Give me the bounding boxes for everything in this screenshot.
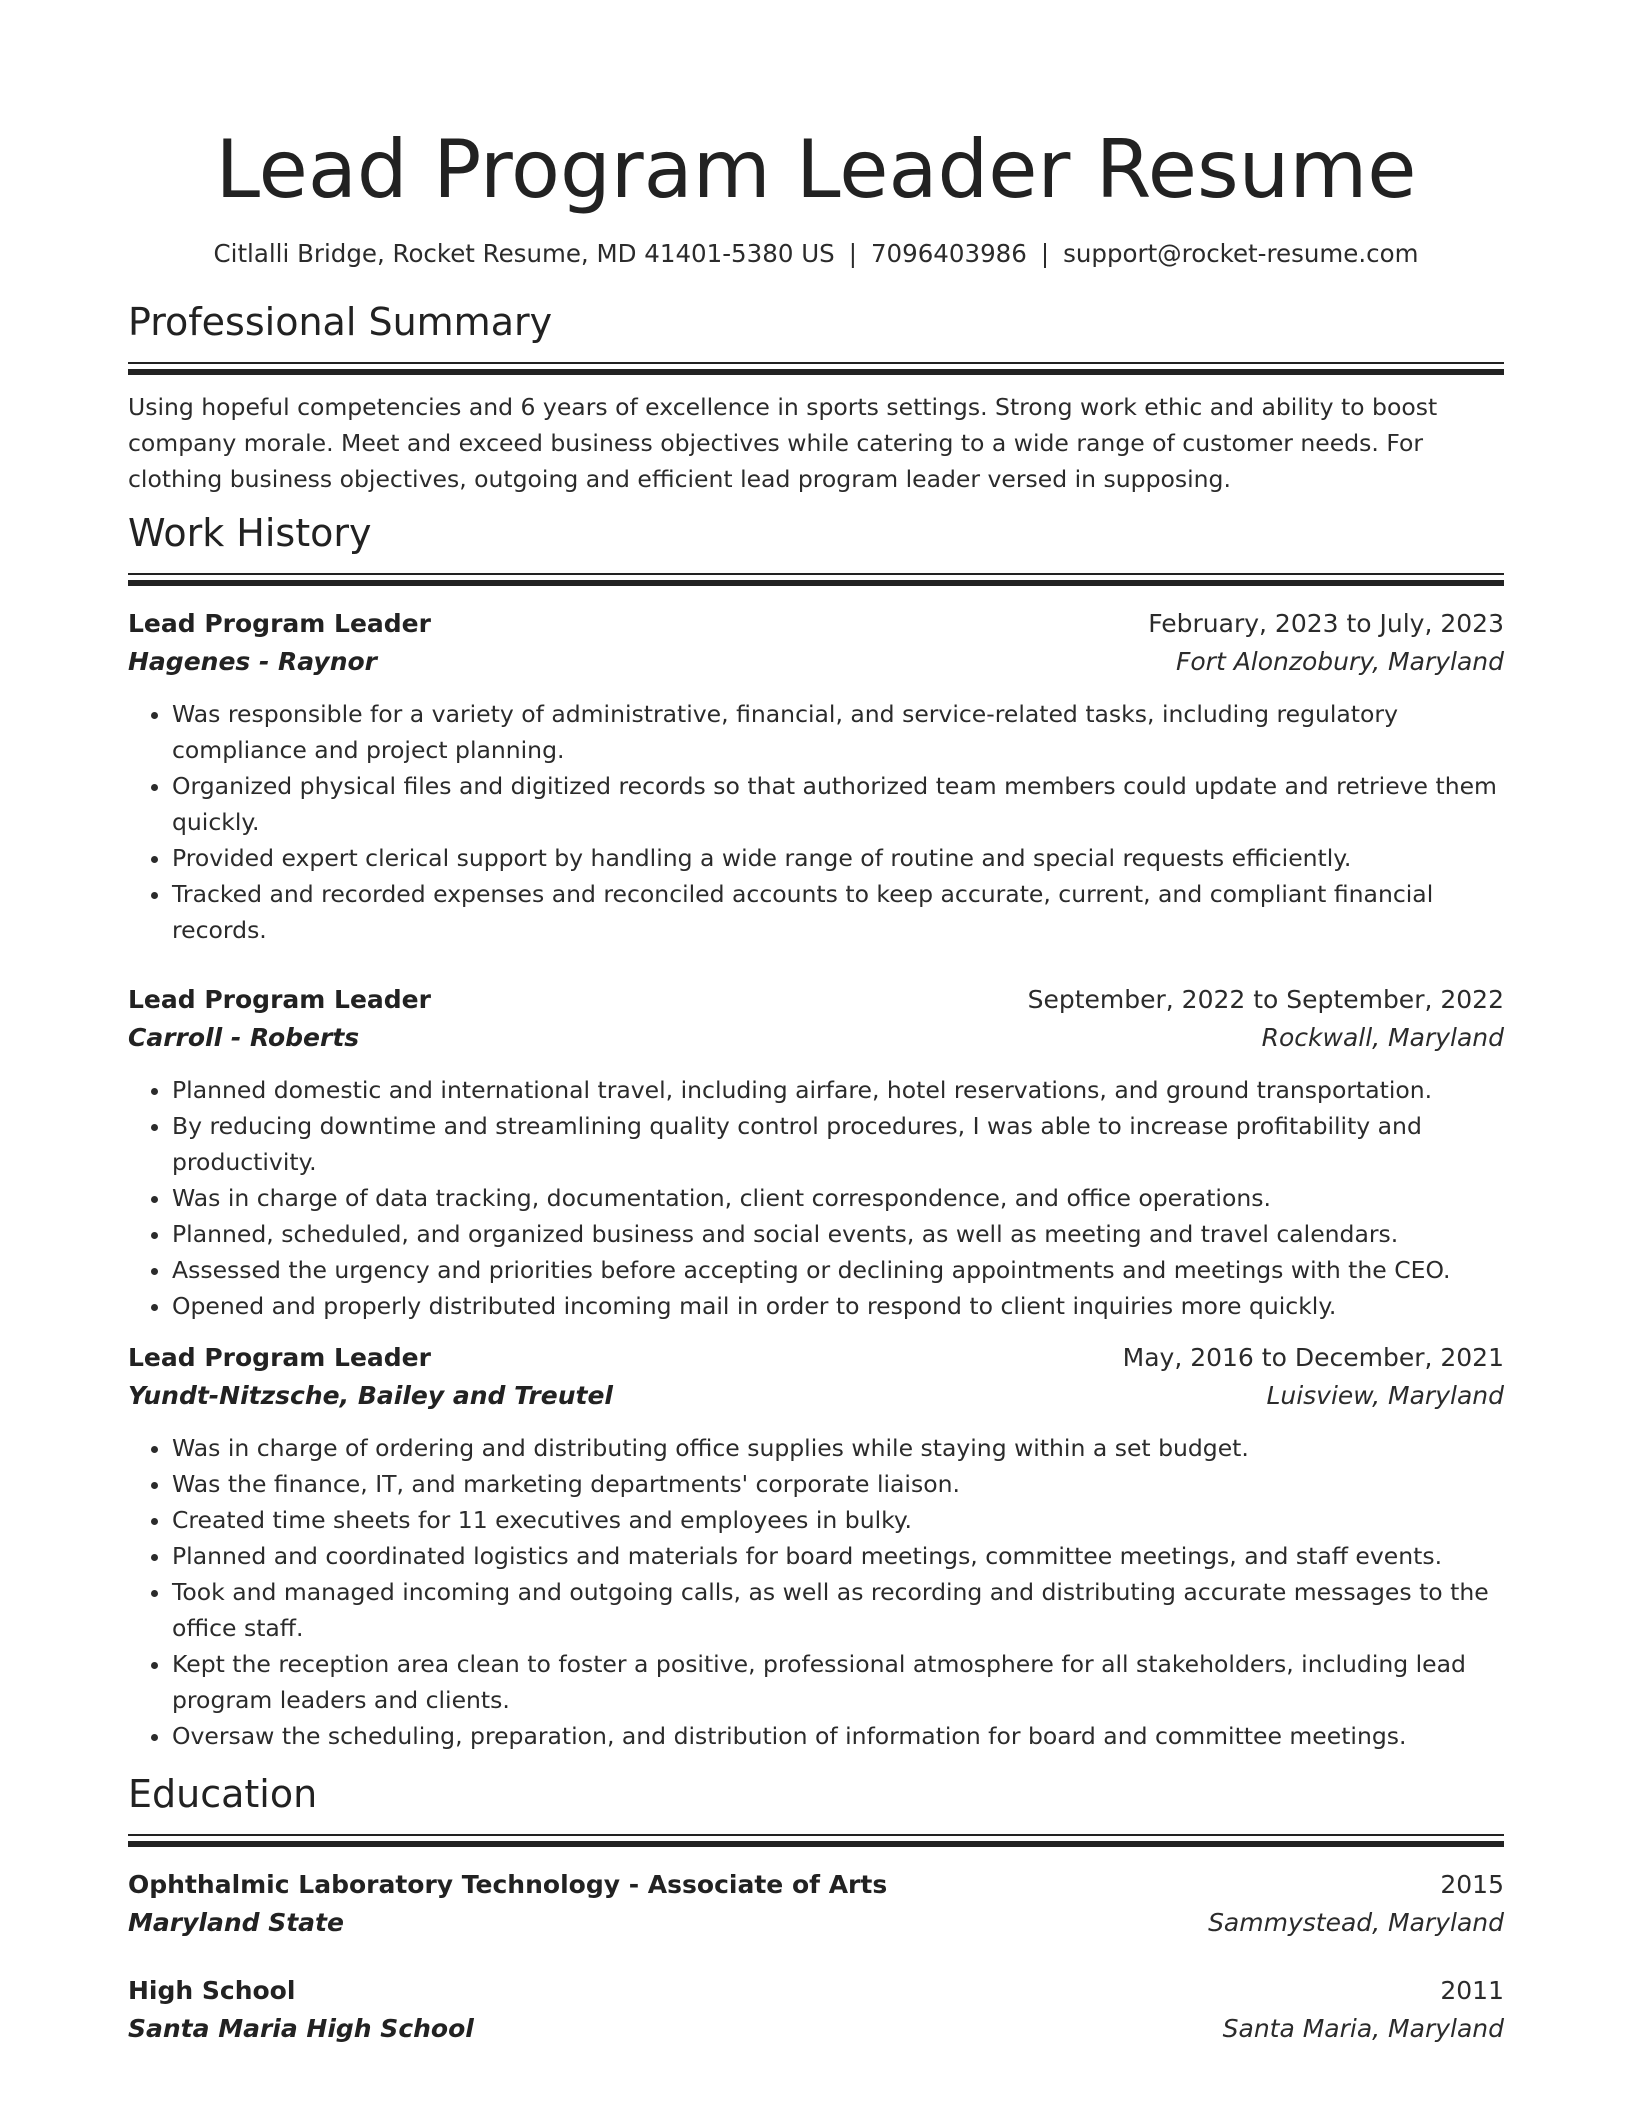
company-name: Hagenes - Raynor (128, 647, 378, 676)
job-location: Luisview, Maryland (1266, 1381, 1504, 1410)
company-name: Carroll - Roberts (128, 1023, 360, 1052)
contact-phone: 7096403986 (870, 239, 1027, 268)
contact-line (128, 238, 1504, 270)
summary-text: Using hopeful competencies and 6 years of excellence in sports settings. Strong work ethic and ability to boost company morale. Meet and exceed business objectives while catering to a wide range of customer needs. For clothing business objectives, outgoing and efficient lead program leader versed in supposing. (128, 393, 1438, 493)
job-entry (128, 606, 1504, 948)
job-location: Rockwall, Maryland (1261, 1023, 1504, 1052)
duty-item: • By reducing downtime and streamlining quality control procedures, I was able to increase profitability and productivity. (172, 1108, 1504, 1180)
duty-item: • Opened and properly distributed incoming mail in order to respond to client inquiries more quickly. (172, 1288, 1504, 1324)
contact-separator: | (848, 239, 857, 268)
duty-item: • Kept the reception area clean to foster a positive, professional atmosphere for all stakeholders, including lead program leaders and clients. (172, 1646, 1504, 1718)
degree-name: Ophthalmic Laboratory Technology - Associate of Arts (128, 1870, 888, 1899)
school-location: Sammystead, Maryland (1208, 1908, 1504, 1937)
section-divider (128, 362, 1504, 375)
duty-item: • Organized physical files and digitized records so that authorized team members could update and retrieve them quickly. (172, 768, 1504, 840)
section-heading: Work History (128, 511, 372, 555)
job-location: Fort Alonzobury, Maryland (1176, 647, 1504, 676)
duty-item: • Created time sheets for 11 executives and employees in bulky. (172, 1502, 1504, 1538)
duty-item: • Assessed the urgency and priorities before accepting or declining appointments and meetings with the CEO. (172, 1252, 1504, 1288)
job-dates: May, 2016 to December, 2021 (1122, 1343, 1504, 1372)
duty-item: • Provided expert clerical support by handling a wide range of routine and special requests efficiently. (172, 840, 1504, 876)
duty-item: • Planned domestic and international travel, including airfare, hotel reservations, and ground transportation. (172, 1072, 1504, 1108)
duty-item: • Was in charge of ordering and distributing office supplies while staying within a set budget. (172, 1430, 1504, 1466)
graduation-year: 2015 (1440, 1870, 1504, 1899)
job-duties (128, 1430, 1504, 1754)
contact-address: Citlalli Bridge, Rocket Resume, MD 41401-5380 US (213, 239, 835, 268)
job-dates: September, 2022 to September, 2022 (1027, 985, 1504, 1014)
duty-item: • Planned, scheduled, and organized business and social events, as well as meeting and travel calendars. (172, 1216, 1504, 1252)
education-section (128, 1770, 1504, 2049)
duty-item: • Was in charge of data tracking, documentation, client correspondence, and office operations. (172, 1180, 1504, 1216)
section-heading: Professional Summary (128, 300, 553, 344)
job-title: Lead Program Leader (128, 609, 431, 638)
section-divider (128, 1834, 1504, 1847)
job-entry (128, 982, 1504, 1324)
duty-item: • Oversaw the scheduling, preparation, and distribution of information for board and committee meetings. (172, 1718, 1504, 1754)
section-divider (128, 573, 1504, 586)
duty-item: • Planned and coordinated logistics and materials for board meetings, committee meetings, and staff events. (172, 1538, 1504, 1574)
job-title: Lead Program Leader (128, 985, 431, 1014)
resume-page (128, 0, 1504, 2049)
duty-item: • Tracked and recorded expenses and reconciled accounts to keep accurate, current, and compliant financial records. (172, 876, 1504, 948)
section-heading: Education (128, 1772, 318, 1816)
degree-name: High School (128, 1976, 296, 2005)
company-name: Yundt-Nitzsche, Bailey and Treutel (128, 1381, 613, 1410)
education-entry (128, 1867, 1504, 1943)
resume-title: Lead Program Leader Resume (215, 123, 1417, 216)
duty-item: • Took and managed incoming and outgoing calls, as well as recording and distributing accurate messages to the office staff. (172, 1574, 1504, 1646)
graduation-year: 2011 (1440, 1976, 1504, 2005)
school-name: Santa Maria High School (128, 2014, 474, 2043)
duty-item: • Was the finance, IT, and marketing departments' corporate liaison. (172, 1466, 1504, 1502)
school-name: Maryland State (128, 1908, 344, 1937)
contact-email: support@rocket-resume.com (1063, 239, 1419, 268)
job-dates: February, 2023 to July, 2023 (1148, 609, 1504, 638)
job-entry (128, 1340, 1504, 1754)
school-location: Santa Maria, Maryland (1222, 2014, 1504, 2043)
education-entry (128, 1973, 1504, 2049)
summary-section (128, 298, 1504, 497)
job-title: Lead Program Leader (128, 1343, 431, 1372)
job-duties (128, 696, 1504, 948)
contact-separator: | (1040, 239, 1050, 268)
work-history-section (128, 509, 1504, 1754)
job-duties (128, 1072, 1504, 1324)
duty-item: • Was responsible for a variety of administrative, financial, and service-related tasks, including regulatory compliance and project planning. (172, 696, 1504, 768)
